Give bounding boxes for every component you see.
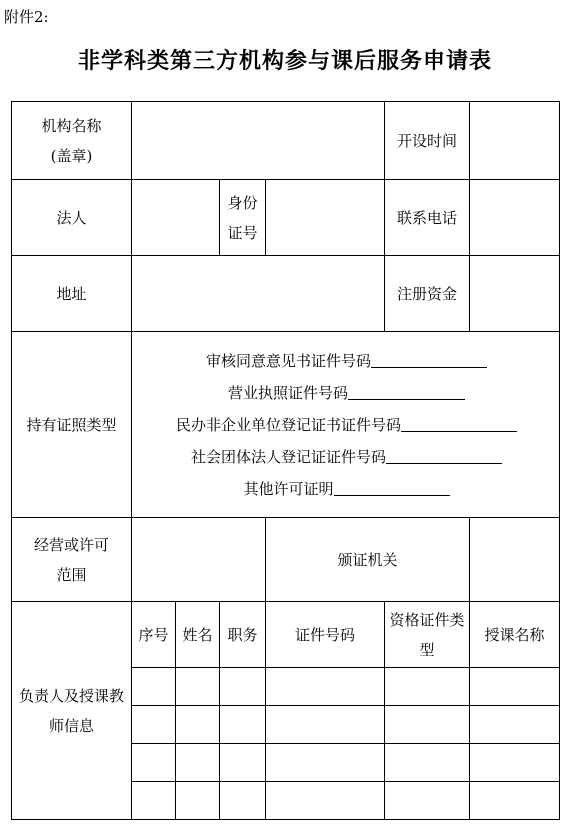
- staff-cell[interactable]: [470, 706, 560, 744]
- attachment-label: 附件2:: [4, 8, 49, 26]
- staff-cell[interactable]: [132, 744, 176, 782]
- staff-cell[interactable]: [220, 744, 266, 782]
- staff-cell[interactable]: [470, 782, 560, 820]
- staff-header-course-name: 授课名称: [470, 602, 560, 668]
- org-name-label: 机构名称 (盖章): [12, 102, 132, 180]
- staff-cell[interactable]: [470, 668, 560, 706]
- issuing-authority-label: 颁证机关: [266, 518, 470, 602]
- staff-cell[interactable]: [176, 782, 220, 820]
- open-time-field[interactable]: [470, 102, 560, 180]
- staff-cell[interactable]: [176, 668, 220, 706]
- row-license-type: [12, 332, 560, 518]
- registered-capital-field[interactable]: [470, 256, 560, 332]
- staff-cell[interactable]: [266, 782, 385, 820]
- legal-person-field[interactable]: [132, 180, 220, 256]
- staff-cell[interactable]: [220, 706, 266, 744]
- license-blank[interactable]: [348, 383, 465, 400]
- license-type-field: [132, 332, 560, 518]
- staff-header-id-number: 证件号码: [266, 602, 385, 668]
- row-business-scope: [12, 518, 560, 602]
- staff-cell[interactable]: [385, 744, 470, 782]
- staff-cell[interactable]: [385, 668, 470, 706]
- license-type-label: 持有证照类型: [12, 332, 132, 518]
- address-field[interactable]: [132, 256, 385, 332]
- phone-label: 联系电话: [385, 180, 470, 256]
- business-scope-label: 经营或许可 范围: [12, 518, 132, 602]
- address-label: 地址: [12, 256, 132, 332]
- row-legal-person: [12, 180, 560, 256]
- license-blank[interactable]: [386, 447, 502, 464]
- license-line: 社会团体法人登记证证件号码: [132, 441, 559, 473]
- license-blank[interactable]: [334, 479, 450, 496]
- staff-cell[interactable]: [470, 744, 560, 782]
- id-number-label: 身份 证号: [220, 180, 266, 256]
- staff-cell[interactable]: [176, 744, 220, 782]
- id-number-field[interactable]: [266, 180, 385, 256]
- staff-cell[interactable]: [132, 706, 176, 744]
- license-line: 民办非企业单位登记证书证件号码: [132, 409, 559, 441]
- license-line: 其他许可证明: [132, 473, 559, 505]
- staff-cell[interactable]: [132, 782, 176, 820]
- staff-header-no: 序号: [132, 602, 176, 668]
- staff-cell[interactable]: [132, 668, 176, 706]
- staff-cell[interactable]: [220, 668, 266, 706]
- org-name-field[interactable]: [132, 102, 385, 180]
- staff-cell[interactable]: [385, 782, 470, 820]
- open-time-label: 开设时间: [385, 102, 470, 180]
- staff-header-position: 职务: [220, 602, 266, 668]
- staff-header-qualification-type: 资格证件类 型: [385, 602, 470, 668]
- staff-cell[interactable]: [266, 668, 385, 706]
- issuing-authority-field[interactable]: [470, 518, 560, 602]
- form-title: 非学科类第三方机构参与课后服务申请表: [77, 49, 492, 74]
- staff-info-label: 负责人及授课教 师信息: [12, 602, 132, 820]
- row-address: [12, 256, 560, 332]
- license-blank[interactable]: [371, 351, 487, 368]
- license-blank[interactable]: [401, 415, 517, 432]
- row-org-name: [12, 102, 560, 180]
- registered-capital-label: 注册资金: [385, 256, 470, 332]
- license-line: 营业执照证件号码: [132, 377, 559, 409]
- staff-cell[interactable]: [385, 706, 470, 744]
- license-line: 审核同意意见书证件号码: [132, 345, 559, 377]
- business-scope-field[interactable]: [132, 518, 266, 602]
- application-form-table: [11, 101, 560, 820]
- staff-cell[interactable]: [220, 782, 266, 820]
- staff-cell[interactable]: [266, 706, 385, 744]
- staff-cell[interactable]: [266, 744, 385, 782]
- staff-cell[interactable]: [176, 706, 220, 744]
- legal-person-label: 法人: [12, 180, 132, 256]
- staff-header-name: 姓名: [176, 602, 220, 668]
- row-staff-header: [12, 602, 560, 668]
- phone-field[interactable]: [470, 180, 560, 256]
